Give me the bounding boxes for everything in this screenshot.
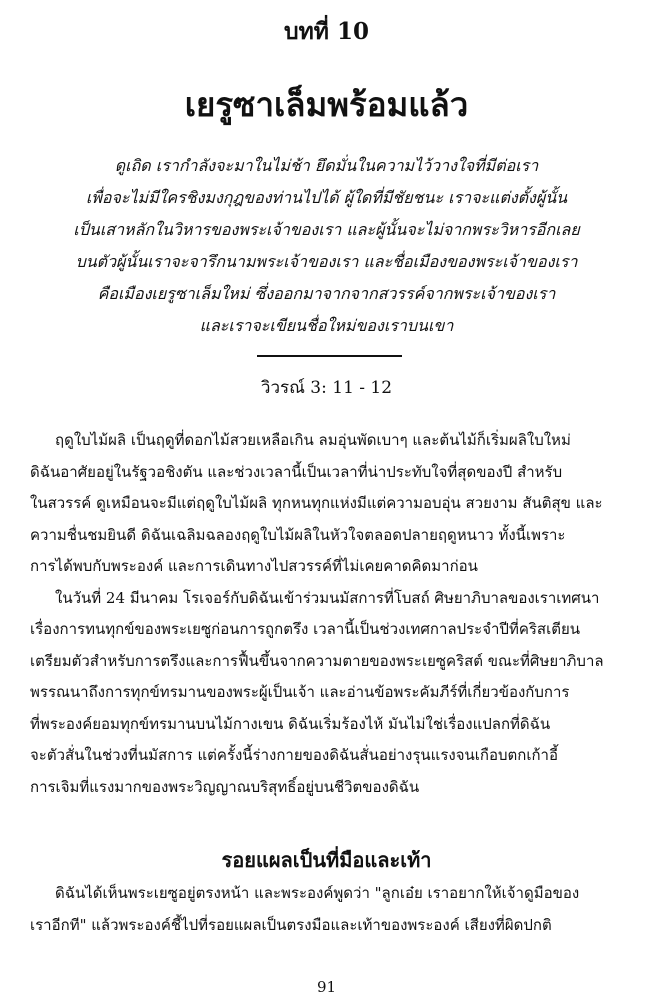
epigraph <box>40 150 613 342</box>
page-number: 91 <box>316 978 337 996</box>
epigraph-line: ดูเถิด เรากำลังจะมาในไม่ช้า ยึดมั่นในความไว้วางใจที่มีต่อเรา <box>114 156 539 175</box>
paragraph-line: การได้พบกับพระองค์ และการเดินทางไปสวรรค์ที่ไม่เคยคาดคิดมาก่อน <box>30 557 478 575</box>
paragraph-line: การเจิมที่แรงมากของพระวิญญาณบริสุทธิ์อยู่บนชีวิตของดิฉัน <box>30 777 420 796</box>
paragraph-line: พรรณนาถึงการทุกข์ทรมานของพระผู้เป็นเจ้า และอ่านข้อพระคัมภีร์ที่เกี่ยวข้องกับการ <box>30 683 570 701</box>
paragraph-line: ฤดูใบไม้ผลิ เป็นฤดูที่ดอกไม้สวยเหลือเกิน ลมอุ่นพัดเบาๆ และต้นไม้ก็เริ่มผลิใบใหม่ <box>55 431 571 449</box>
paragraph-line: จะตัวสั่นในช่วงที่นมัสการ แต่ครั้งนี้ร่างกายของดิฉันสั่นอย่างรุนแรงจนเกือบตกเก้าอี้ <box>30 746 558 764</box>
paragraph-line: เราอีกที" แล้วพระองค์ชี้ไปที่รอยแผลเป็นตรงมือและเท้าของพระองค์ เสียงที่ผิดปกติ <box>30 915 552 934</box>
epigraph-line: และเราจะเขียนชื่อใหม่ของเราบนเขา <box>199 316 454 335</box>
chapter-heading: บทที่ 10 <box>284 18 369 45</box>
paragraph-line: ในวันที่ 24 มีนาคม โรเจอร์กับดิฉันเข้าร่วมนมัสการที่โบสถ์ ศิษยาภิบาลของเราเทศนา <box>55 588 600 607</box>
section-heading: รอยแผลเป็นที่มือและเท้า <box>221 848 432 872</box>
paragraph-line: ดิฉันอาศัยอยู่ในรัฐวอชิงตัน และช่วงเวลานี้เป็นเวลาที่น่าประทับใจที่สุดของปี สำหรับ <box>30 462 563 481</box>
paragraph-line: ในสวรรค์ ดูเหมือนจะมีแต่ฤดูใบไม้ผลิ ทุกหนทุกแห่งมีแต่ความอบอุ่น สวยงาม สันติสุข และ <box>30 494 603 512</box>
paragraph-line: ที่พระองค์ยอมทุกข์ทรมานบนไม้กางเขน ดิฉันเริ่มร้องไห้ มันไม่ใช่เรื่องแปลกที่ดิฉัน <box>30 714 551 733</box>
epigraph-line: คือเมืองเยรูซาเล็มใหม่ ซึ่งออกมาจากจากสวรรค์จากพระเจ้าของเรา <box>97 284 556 303</box>
paragraph-line: เตรียมตัวสำหรับการตรึงและการฟื้นขึ้นจากความตายของพระเยซูคริสต์ ขณะที่ศิษยาภิบาล <box>30 651 604 670</box>
divider-rule <box>257 355 402 357</box>
epigraph-line: เพื่อจะไม่มีใครชิงมงกุฎของท่านไปได้ ผู้ใดที่มีชัยชนะ เราจะแต่งตั้งผู้นั้น <box>85 188 568 207</box>
scripture-reference: วิวรณ์ 3: 11 - 12 <box>260 378 393 398</box>
epigraph-line: บนตัวผู้นั้นเราจะจารึกนามพระเจ้าของเรา และชื่อเมืองของพระเจ้าของเรา <box>75 252 578 271</box>
body-text <box>30 425 640 803</box>
paragraph-line: เรื่องการทนทุกข์ของพระเยซูก่อนการถูกตรึง เวลานี้เป็นช่วงเทศกาลประจำปีที่คริสเตียน <box>30 620 580 638</box>
paragraph-line: ดิฉันได้เห็นพระเยซูอยู่ตรงหน้า และพระองค์พูดว่า "ลูกเอ๋ย เราอยากให้เจ้าดูมือของ <box>55 884 580 902</box>
chapter-title: เยรูซาเล็มพร้อมแล้ว <box>184 85 469 124</box>
paragraph-line: ความชื่นชมยินดี ดิฉันเฉลิมฉลองฤดูใบไม้ผลิในหัวใจตลอดปลายฤดูหนาว ทั้งนี้เพราะ <box>30 525 566 544</box>
epigraph-line: เป็นเสาหลักในวิหารของพระเจ้าของเรา และผู้นั้นจะไม่จากพระวิหารอีกเลย <box>73 220 580 239</box>
body-text-continued <box>30 878 640 941</box>
